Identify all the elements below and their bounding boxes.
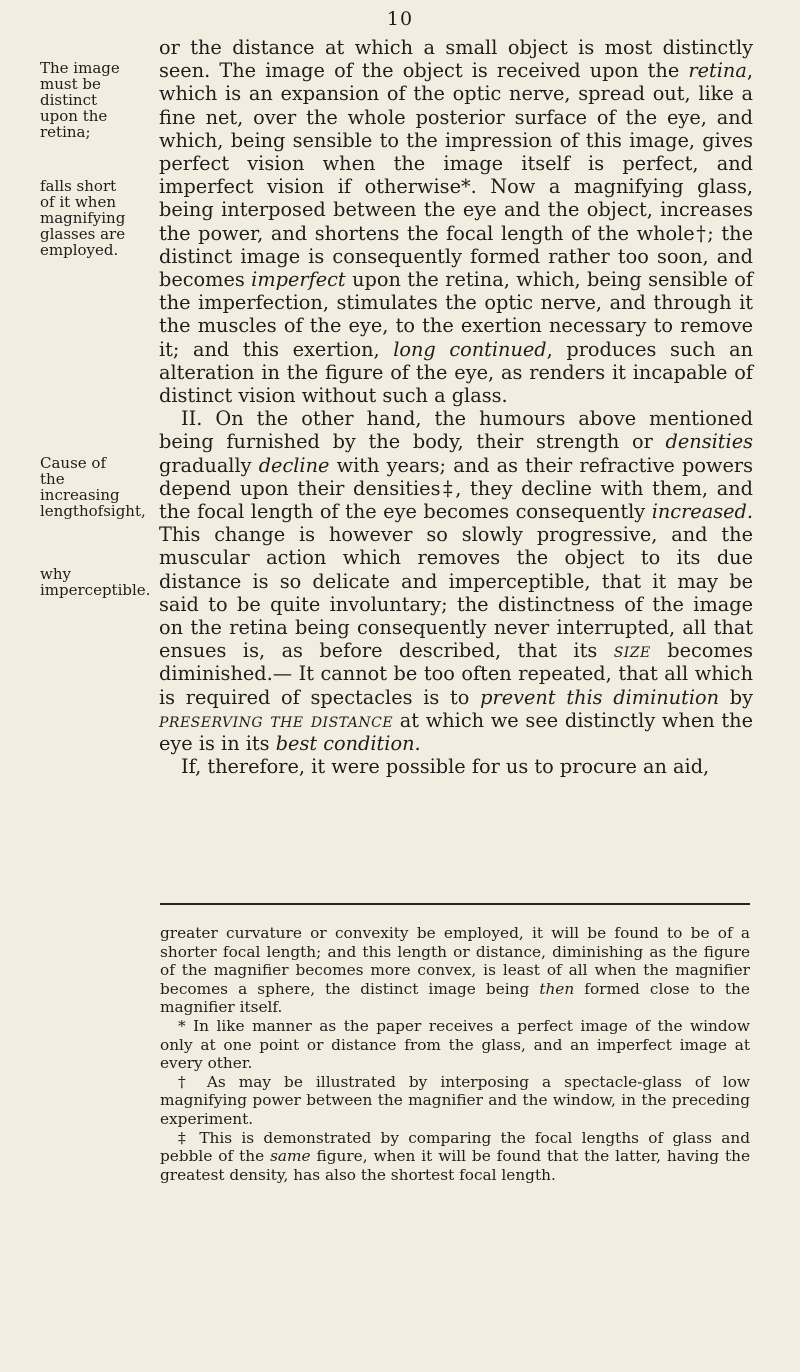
- main-text: [159, 36, 753, 779]
- footnote: † As may be illustrated by interposing a spectacle-glass of low magnifying power between the magnifier and the window, in the preceding experiment.: [160, 1072, 750, 1128]
- margin-note: Cause of the increasing lengthofsight,: [40, 454, 146, 520]
- footnote: ‡ This is demonstrated by comparing the focal lengths of glass and pebble of the same figure, when it will be found that the latter, having the greatest density, has also the shortest focal length.: [160, 1128, 750, 1184]
- page-number: 10: [386, 8, 414, 30]
- margin-note: why imperceptible.: [40, 565, 151, 599]
- footnote-rule: [160, 903, 750, 905]
- margin-note: The image must be distinct upon the retina;: [40, 59, 120, 141]
- footnote: * In like manner as the paper receives a perfect image of the window only at one point or distance from the glass, and an imperfect image at every other.: [160, 1016, 750, 1073]
- paragraph: II. On the other hand, the humours above mentioned being furnished by the body, their strength or densities gradually decline with years; and as their refractive powers depend upon their densities‡, they decline with them, and the focal length of the eye becomes consequently increased. This change is however so slowly progressive, and the muscular action which removes the object to its due distance is so delicate and imperceptible, that it may be said to be quite involuntary; the distinctness of the image on the retina being consequently never interrupted, all that ensues is, as before described, that its size becomes diminished.— It cannot be too often repeated, that all which is required of spectacles is to prevent this diminution by preserving the distance at which we see distinctly when the eye is in its best condition.: [159, 407, 754, 756]
- paragraph: If, therefore, it were possible for us to procure an aid,: [181, 755, 710, 779]
- margin-note: falls short of it when magnifying glasses are employed.: [40, 177, 126, 259]
- paragraph: or the distance at which a small object is most distinctly seen. The image of the object is received upon the retina, which is an expansion of the optic nerve, spread out, like a fine net, over the whole posterior surface of the eye, and which, being sensible to the impression of this image, gives perfect vision when the image itself is perfect, and imperfect vision if otherwise*. Now a magnifying glass, being interposed between the eye and the object, increases the power, and shortens the focal length of the whole†; the distinct image is consequently formed rather too soon, and becomes imperfect upon the retina, which, being sensible of the imperfection, stimulates the optic nerve, and through it the muscles of the eye, to the exertion necessary to remove it; and this exertion, long continued, produces such an alteration in the figure of the eye, as renders it incapable of distinct vision without such a glass.: [159, 36, 753, 408]
- footnote-continuation: greater curvature or convexity be employed, it will be found to be of a shorter focal length; and this length or distance, diminishing as the figure of the magnifier becomes more convex, is least of all when the magnifier becomes a sphere, the distinct image being then formed close to the magnifier itself.: [160, 924, 750, 1017]
- footnotes: [160, 924, 750, 1184]
